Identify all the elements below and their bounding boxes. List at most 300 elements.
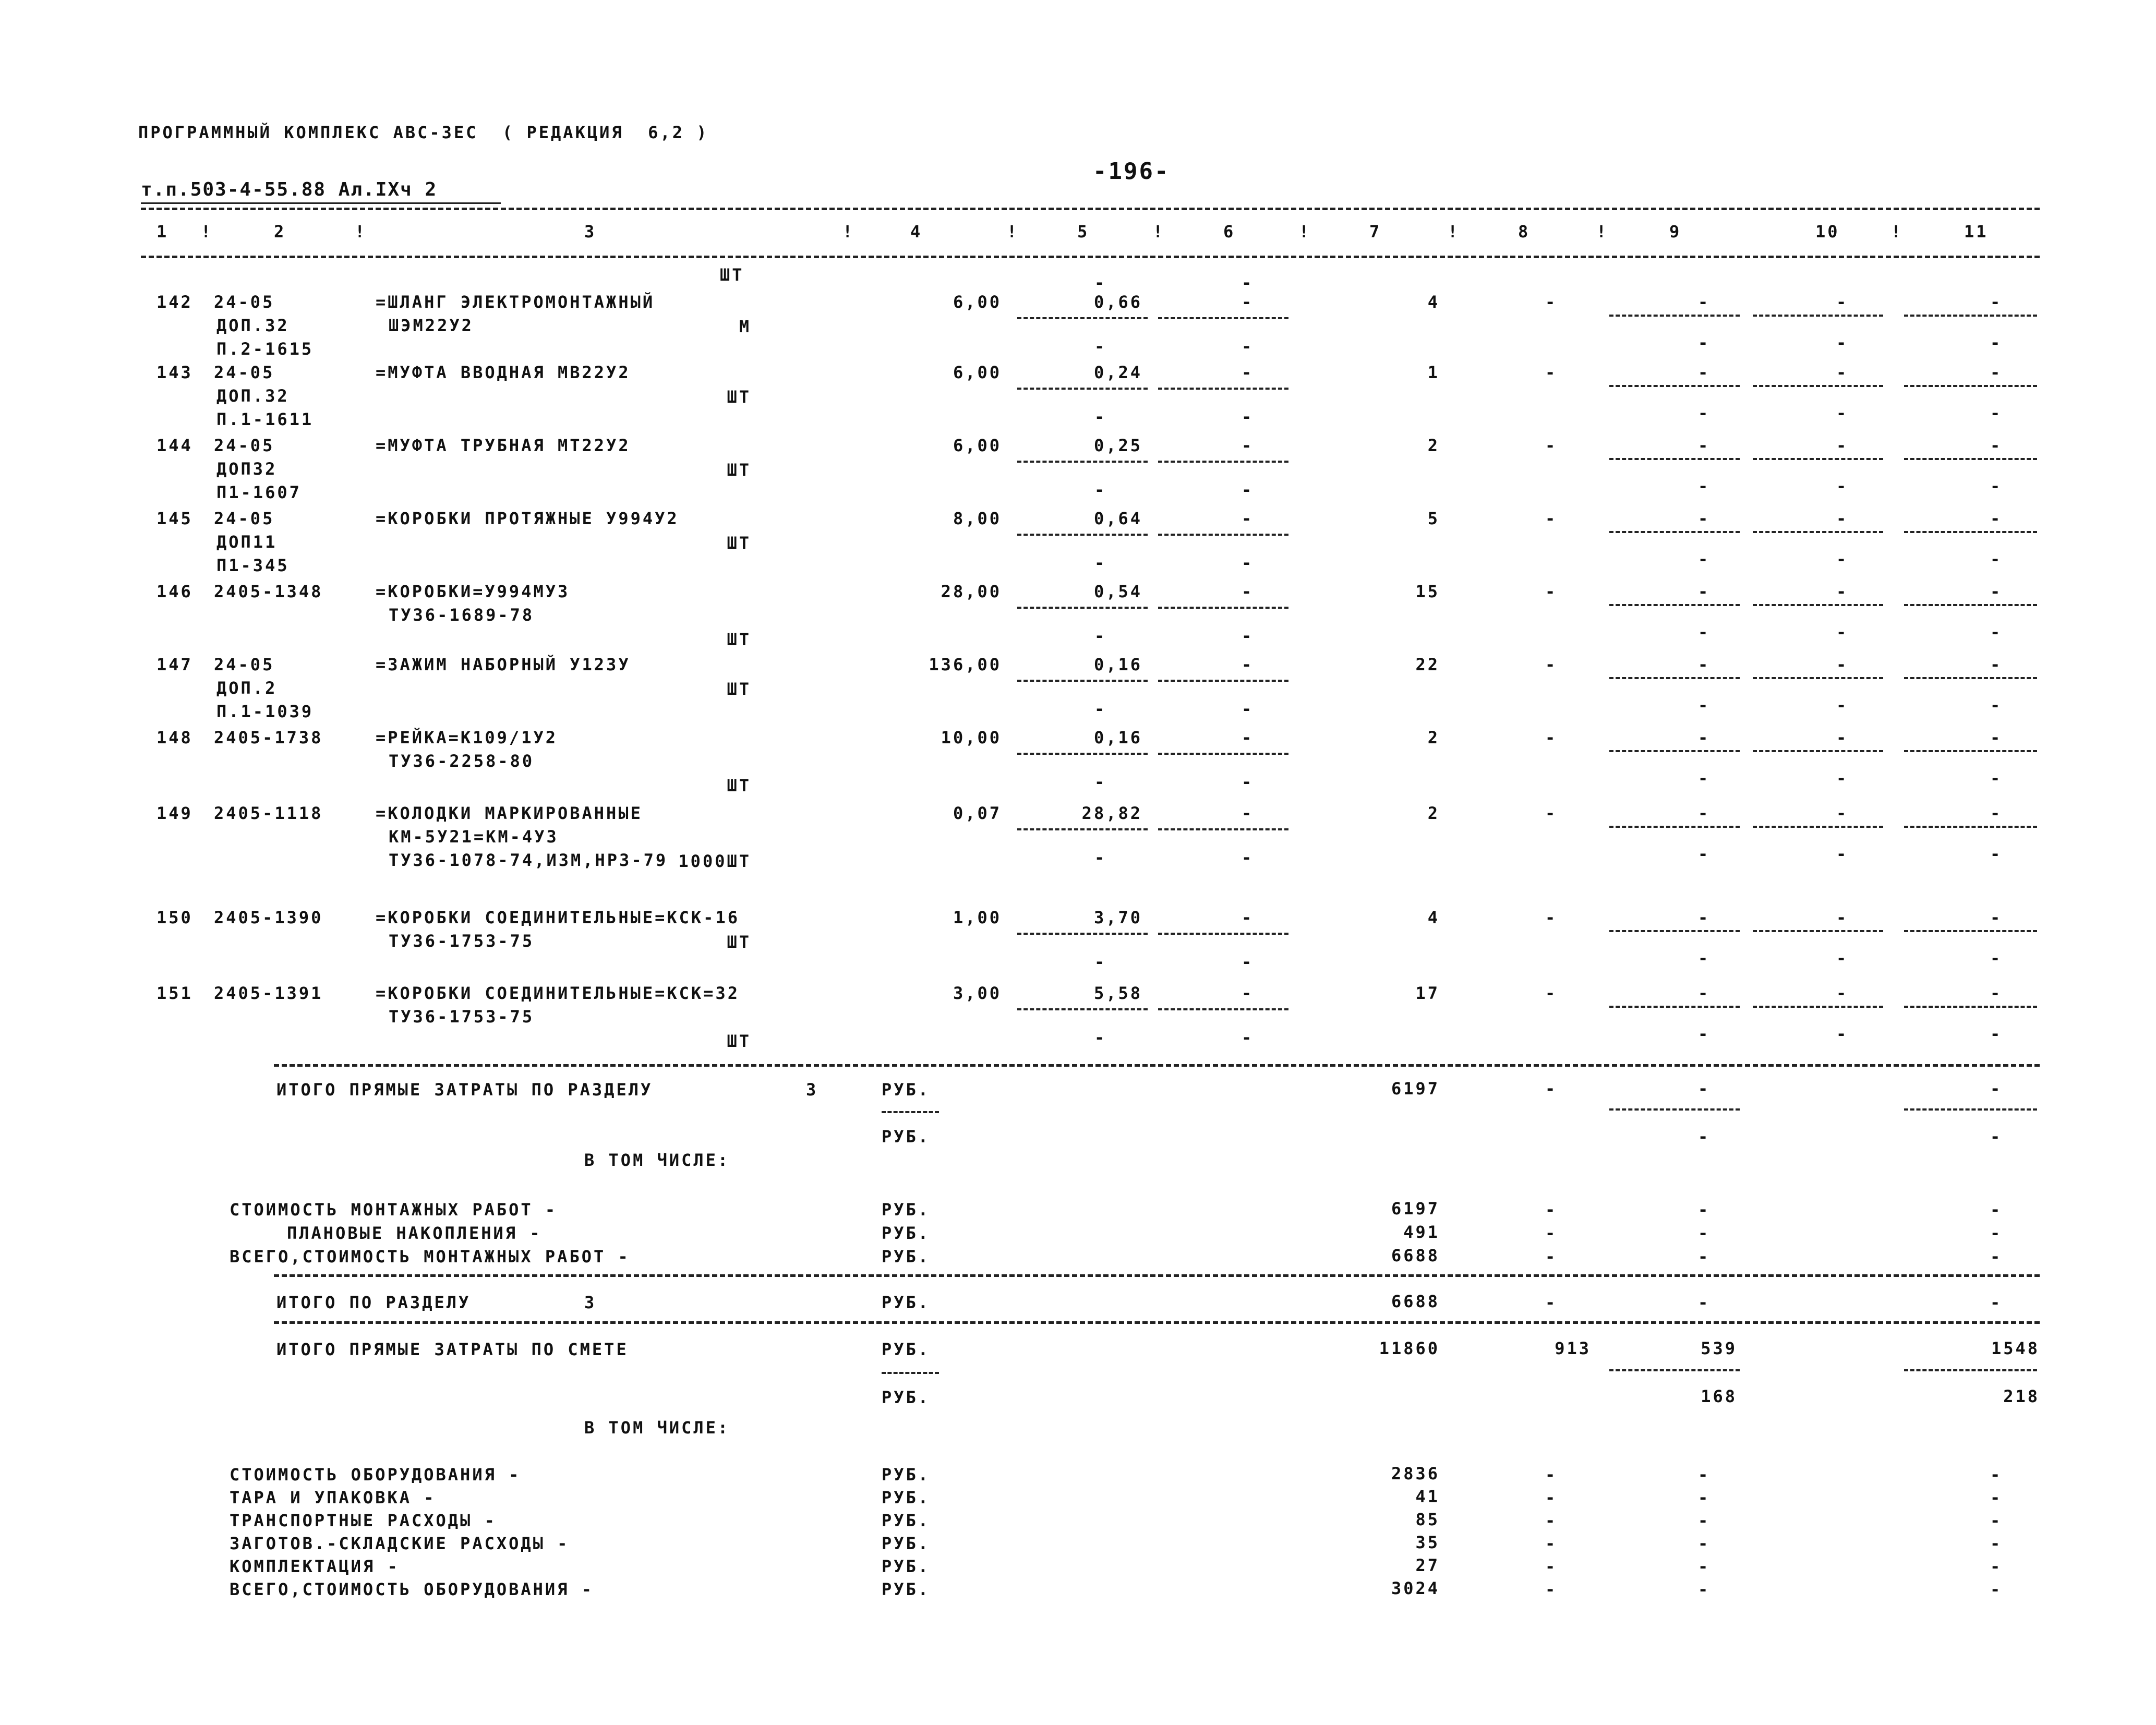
row-col6: - [1242, 983, 1254, 1003]
section-direct-c8: - [1545, 1079, 1558, 1099]
unit-label: ШТ [727, 630, 751, 649]
row-quantity: 136,00 [929, 655, 1002, 674]
row-description: =КОЛОДКИ МАРКИРОВАННЫЕ [376, 803, 643, 823]
doc-ref-underline [141, 202, 501, 204]
cell-rule [1158, 607, 1288, 609]
unit-label: 1000ШТ [678, 851, 751, 871]
row-col10: - [1836, 582, 1849, 601]
row-col8: - [1545, 728, 1558, 747]
row-description: ТУ36-1753-75 [389, 1007, 535, 1027]
row-description: ТУ36-2258-80 [389, 751, 535, 771]
row-code: П1-1607 [216, 482, 302, 502]
equipment-item-label: СТОИМОСТЬ ОБОРУДОВАНИЯ - [230, 1465, 521, 1485]
row-code: 24-05 [214, 436, 275, 455]
equipment-item-c8: - [1545, 1534, 1558, 1553]
empty-dash: - [1990, 333, 2003, 353]
row-col6: - [1242, 292, 1254, 312]
empty-dash: - [1094, 553, 1107, 573]
empty-dash: - [1698, 948, 1711, 968]
cell-rule [1158, 388, 1288, 390]
row-quantity: 6,00 [953, 436, 1002, 455]
row-description: =КОРОБКИ ПРОТЯЖНЫЕ У994У2 [376, 509, 679, 528]
empty-dash: - [1242, 952, 1254, 972]
equipment-item-label: ТАРА И УПАКОВКА - [230, 1488, 436, 1507]
empty-dash: - [1094, 952, 1107, 972]
row-description: =КОРОБКИ СОЕДИНИТЕЛЬНЫЕ=КСК=32 [376, 983, 740, 1003]
equipment-item-currency: РУБ. [882, 1511, 931, 1530]
empty-dash: - [1242, 336, 1254, 356]
row-col9: - [1698, 292, 1711, 312]
mount-cost-value: 6197 [1391, 1199, 1440, 1219]
equipment-item-c9: - [1698, 1534, 1711, 1553]
row-number: 149 [156, 803, 193, 823]
equipment-item-c11: - [1990, 1534, 2003, 1553]
row-code: 2405-1390 [214, 908, 323, 927]
empty-dash: - [1698, 844, 1711, 864]
row-col7: 22 [1415, 655, 1440, 674]
row-col11: - [1990, 509, 2003, 528]
equipment-item-c11: - [1990, 1465, 2003, 1485]
empty-dash: - [1094, 1028, 1107, 1047]
row-unit-price: 0,25 [1093, 436, 1142, 455]
empty-dash: - [1836, 403, 1849, 423]
row-col6: - [1242, 582, 1254, 601]
row-col9: - [1698, 436, 1711, 455]
row-quantity: 6,00 [953, 292, 1002, 312]
cell-rule [1753, 531, 1883, 533]
cell-rule [1609, 531, 1740, 533]
empty-dash: - [1698, 768, 1711, 788]
row-description: КМ-5У21=КМ-4У3 [389, 827, 559, 847]
empty-dash: - [1990, 695, 2003, 715]
row-code: 2405-1118 [214, 803, 323, 823]
empty-dash: - [1698, 622, 1711, 642]
empty-dash: - [1836, 948, 1849, 968]
row-description: =ЗАЖИМ НАБОРНЫЙ У123У [376, 655, 631, 674]
row-code: П.2-1615 [216, 339, 314, 359]
cell-rule [1017, 828, 1148, 830]
row-col6: - [1242, 728, 1254, 747]
col-header-9: 9 [1669, 222, 1682, 242]
cell-rule [1753, 604, 1883, 606]
cell-rule [1753, 315, 1883, 317]
row-unit-price: 0,54 [1093, 582, 1142, 601]
row-col6: - [1242, 436, 1254, 455]
row-col7: 2 [1427, 803, 1440, 823]
empty-dash: - [1242, 772, 1254, 792]
row-code: П.1-1611 [216, 409, 314, 429]
row-col7: 2 [1427, 436, 1440, 455]
row-code: ДОП32 [216, 459, 278, 479]
section-direct-sub-currency: РУБ. [882, 1127, 931, 1147]
row-col11: - [1990, 292, 2003, 312]
cell-rule [1158, 317, 1288, 319]
row-col7: 1 [1427, 363, 1440, 382]
row-col10: - [1836, 436, 1849, 455]
cell-rule [1017, 933, 1148, 935]
row-col6: - [1242, 509, 1254, 528]
row-number: 144 [156, 436, 193, 455]
cell-rule [1753, 930, 1883, 932]
equipment-item-c11: - [1990, 1511, 2003, 1530]
cell-rule [1904, 458, 2037, 460]
row-number: 146 [156, 582, 193, 601]
equipment-item-c8: - [1545, 1579, 1558, 1599]
row-col11: - [1990, 803, 2003, 823]
row-unit-price: 0,24 [1093, 363, 1142, 382]
row-code: ДОП.32 [216, 386, 290, 406]
col-header-3: 3 [584, 222, 597, 242]
row-code: П1-345 [216, 556, 290, 575]
row-col8: - [1545, 292, 1558, 312]
equipment-item-c9: - [1698, 1488, 1711, 1507]
empty-dash: - [1698, 1024, 1711, 1044]
section-total-rule [274, 1064, 2040, 1067]
unit-label: ШТ [727, 387, 751, 407]
row-col9: - [1698, 908, 1711, 927]
empty-dash: - [1242, 273, 1254, 293]
row-number: 147 [156, 655, 193, 674]
row-col9: - [1698, 363, 1711, 382]
header-bottom-rule [141, 256, 2040, 258]
row-code: 2405-1348 [214, 582, 323, 601]
cell-rule [1158, 828, 1288, 830]
equipment-item-value: 2836 [1391, 1464, 1440, 1483]
equipment-item-currency: РУБ. [882, 1557, 931, 1576]
equipment-item-currency: РУБ. [882, 1488, 931, 1507]
col-header-10: 10 [1815, 222, 1840, 242]
equipment-item-c9: - [1698, 1511, 1711, 1530]
cell-rule [1904, 385, 2037, 387]
section-direct-number: 3 [806, 1080, 818, 1100]
row-number: 143 [156, 363, 193, 382]
cell-rule [1904, 315, 2037, 317]
empty-dash: - [1990, 622, 2003, 642]
cell-rule [1904, 531, 2037, 533]
cell-rule [1904, 826, 2037, 828]
unit-label: ШТ [727, 932, 751, 952]
row-quantity: 8,00 [953, 509, 1002, 528]
row-col8: - [1545, 363, 1558, 382]
empty-dash: - [1990, 549, 2003, 569]
row-col10: - [1836, 509, 1849, 528]
row-quantity: 0,07 [953, 803, 1002, 823]
row-code: 24-05 [214, 509, 275, 528]
row-col11: - [1990, 363, 2003, 382]
row-col10: - [1836, 655, 1849, 674]
row-number: 151 [156, 983, 193, 1003]
empty-dash: - [1242, 553, 1254, 573]
cell-rule [1158, 534, 1288, 536]
section-direct-sub-c9: - [1698, 1127, 1711, 1147]
col-header-7: 7 [1369, 222, 1382, 242]
row-unit-price: 5,58 [1093, 983, 1142, 1003]
cell-rule [1609, 930, 1740, 932]
row-col9: - [1698, 728, 1711, 747]
unit-label: ШТ [727, 533, 751, 553]
row-code: 24-05 [214, 292, 275, 312]
row-col8: - [1545, 908, 1558, 927]
cell-rule [1904, 604, 2037, 606]
row-col7: 4 [1427, 908, 1440, 927]
unit-label: ШТ [727, 776, 751, 795]
cell-rule [1609, 677, 1740, 679]
empty-dash: - [1990, 844, 2003, 864]
empty-dash: - [1698, 333, 1711, 353]
row-code: ДОП.32 [216, 316, 290, 335]
row-col7: 4 [1427, 292, 1440, 312]
empty-dash: - [1094, 407, 1107, 427]
unit-label: ШТ [727, 1031, 751, 1051]
row-col11: - [1990, 582, 2003, 601]
section-direct-c7: 6197 [1391, 1079, 1440, 1099]
row-col10: - [1836, 803, 1849, 823]
cell-rule [1158, 933, 1288, 935]
row-col11: - [1990, 728, 2003, 747]
row-col8: - [1545, 582, 1558, 601]
cell-rule [1017, 607, 1148, 609]
row-unit-price: 0,16 [1093, 655, 1142, 674]
cell-rule [1158, 1008, 1288, 1010]
equipment-item-label: ЗАГОТОВ.-СКЛАДСКИЕ РАСХОДЫ - [230, 1534, 570, 1553]
mount-cost-label: СТОИМОСТЬ МОНТАЖНЫХ РАБОТ - [230, 1200, 558, 1220]
equipment-item-currency: РУБ. [882, 1465, 931, 1485]
estimate-including: В ТОМ ЧИСЛЕ: [584, 1418, 730, 1438]
cell-rule [1609, 750, 1740, 752]
row-col9: - [1698, 983, 1711, 1003]
page-number: -196- [1093, 158, 1170, 185]
empty-dash: - [1242, 1028, 1254, 1047]
equipment-item-label: КОМПЛЕКТАЦИЯ - [230, 1557, 400, 1576]
equipment-item-c8: - [1545, 1557, 1558, 1576]
section-direct-label: ИТОГО ПРЯМЫЕ ЗАТРАТЫ ПО РАЗДЕЛУ [276, 1080, 653, 1100]
cell-rule [1904, 677, 2037, 679]
empty-dash: - [1836, 1024, 1849, 1044]
mount-total-value: 6688 [1391, 1246, 1440, 1265]
empty-dash: - [1094, 699, 1107, 719]
empty-dash: - [1990, 1024, 2003, 1044]
row-col11: - [1990, 436, 2003, 455]
row-number: 145 [156, 509, 193, 528]
equipment-item-c8: - [1545, 1511, 1558, 1530]
empty-dash: - [1094, 273, 1107, 293]
col-header-4: 4 [910, 222, 923, 242]
cell-rule [1753, 750, 1883, 752]
col-header-11: 11 [1964, 222, 1989, 242]
row-col7: 17 [1415, 983, 1440, 1003]
estimate-total-sub-c9: 168 [1701, 1386, 1737, 1406]
section-direct-c11: - [1990, 1079, 2003, 1099]
row-description: =КОРОБКИ СОЕДИНИТЕЛЬНЫЕ=КСК-16 [376, 908, 740, 927]
equipment-item-c9: - [1698, 1579, 1711, 1599]
cell-rule [1609, 1006, 1740, 1008]
empty-dash: - [1990, 948, 2003, 968]
equipment-item-label: ТРАНСПОРТНЫЕ РАСХОДЫ - [230, 1511, 497, 1530]
estimate-total-c9: 539 [1701, 1338, 1737, 1358]
row-col6: - [1242, 908, 1254, 927]
cell-rule [1609, 604, 1740, 606]
row-col9: - [1698, 803, 1711, 823]
row-quantity: 3,00 [953, 983, 1002, 1003]
unit-label: М [739, 317, 751, 336]
equipment-item-c8: - [1545, 1465, 1558, 1485]
estimate-total-c8: 913 [1555, 1338, 1591, 1358]
empty-dash: - [1836, 549, 1849, 569]
cell-rule [1753, 826, 1883, 828]
row-quantity: 28,00 [941, 582, 1002, 601]
empty-dash: - [1698, 476, 1711, 496]
row-code: П.1-1039 [216, 702, 314, 721]
empty-dash: - [1836, 844, 1849, 864]
row-col8: - [1545, 509, 1558, 528]
row-code: 2405-1738 [214, 728, 323, 747]
row-col11: - [1990, 983, 2003, 1003]
empty-dash: - [1242, 699, 1254, 719]
cell-rule [1904, 1006, 2037, 1008]
row-col9: - [1698, 582, 1711, 601]
row-col10: - [1836, 983, 1849, 1003]
cell-rule [1753, 677, 1883, 679]
col-header-2: 2 [274, 222, 286, 242]
row-unit-price: 0,16 [1093, 728, 1142, 747]
empty-dash: - [1094, 848, 1107, 867]
unit-label: ШТ [727, 460, 751, 480]
cell-rule [1609, 458, 1740, 460]
empty-dash: - [1094, 480, 1107, 500]
row-code: ДОП.2 [216, 678, 278, 698]
cell-rule [1017, 753, 1148, 755]
empty-dash: - [1094, 772, 1107, 792]
section-total-number: 3 [584, 1293, 597, 1312]
equipment-item-c11: - [1990, 1488, 2003, 1507]
planned-accum-label: ПЛАНОВЫЕ НАКОПЛЕНИЯ - [287, 1223, 542, 1243]
unit-label: ШТ [720, 265, 744, 285]
row-description: ТУ36-1753-75 [389, 931, 535, 951]
row-unit-price: 28,82 [1081, 803, 1142, 823]
section-direct-c9: - [1698, 1079, 1711, 1099]
row-col7: 15 [1415, 582, 1440, 601]
estimate-total-c7: 11860 [1379, 1338, 1440, 1358]
row-col8: - [1545, 436, 1558, 455]
row-description: ТУ36-1689-78 [389, 605, 535, 625]
row-unit-price: 0,64 [1093, 509, 1142, 528]
empty-dash: - [1242, 480, 1254, 500]
equipment-item-value: 27 [1415, 1555, 1440, 1575]
row-description: =ШЛАНГ ЭЛЕКТРОМОНТАЖНЫЙ [376, 292, 655, 312]
cell-rule [1017, 317, 1148, 319]
row-col6: - [1242, 803, 1254, 823]
cell-rule [1753, 458, 1883, 460]
equipment-item-currency: РУБ. [882, 1579, 931, 1599]
row-code: 24-05 [214, 363, 275, 382]
row-col8: - [1545, 655, 1558, 674]
section-direct-sub-c11: - [1990, 1127, 2003, 1147]
col-header-5: 5 [1077, 222, 1090, 242]
empty-dash: - [1242, 626, 1254, 646]
row-code: 24-05 [214, 655, 275, 674]
empty-dash: - [1836, 695, 1849, 715]
empty-dash: - [1836, 768, 1849, 788]
empty-dash: - [1242, 407, 1254, 427]
planned-accum-value: 491 [1403, 1222, 1440, 1242]
equipment-item-c11: - [1990, 1557, 2003, 1576]
empty-dash: - [1836, 476, 1849, 496]
cell-rule [1017, 534, 1148, 536]
cell-rule [1158, 753, 1288, 755]
equipment-item-value: 35 [1415, 1533, 1440, 1552]
empty-dash: - [1094, 626, 1107, 646]
equipment-item-c9: - [1698, 1465, 1711, 1485]
empty-dash: - [1242, 848, 1254, 867]
row-col10: - [1836, 363, 1849, 382]
empty-dash: - [1094, 336, 1107, 356]
cell-rule [1017, 461, 1148, 463]
row-col7: 2 [1427, 728, 1440, 747]
equipment-item-value: 3024 [1391, 1578, 1440, 1598]
empty-dash: - [1990, 768, 2003, 788]
section-direct-currency: РУБ. [882, 1080, 931, 1100]
mount-total-label: ВСЕГО,СТОИМОСТЬ МОНТАЖНЫХ РАБОТ - [230, 1247, 630, 1266]
equipment-item-currency: РУБ. [882, 1534, 931, 1553]
cell-rule [1158, 680, 1288, 682]
cell-rule [1609, 315, 1740, 317]
estimate-total-sub-c11: 218 [2003, 1386, 2040, 1406]
cell-rule [1753, 1006, 1883, 1008]
table-top-rule [141, 208, 2040, 210]
empty-dash: - [1698, 549, 1711, 569]
row-col7: 5 [1427, 509, 1440, 528]
row-number: 150 [156, 908, 193, 927]
empty-dash: - [1990, 476, 2003, 496]
cell-rule [1017, 680, 1148, 682]
cell-rule [1753, 385, 1883, 387]
row-description: ШЭМ22У2 [389, 316, 474, 335]
row-unit-price: 0,66 [1093, 292, 1142, 312]
cell-rule [1158, 461, 1288, 463]
row-description: ТУ36-1078-74,ИЗМ,НРЗ-79 [389, 850, 668, 870]
row-quantity: 10,00 [941, 728, 1002, 747]
row-number: 142 [156, 292, 193, 312]
equipment-item-c8: - [1545, 1488, 1558, 1507]
empty-dash: - [1836, 333, 1849, 353]
col-header-6: 6 [1223, 222, 1236, 242]
cell-rule [1017, 1008, 1148, 1010]
row-col9: - [1698, 655, 1711, 674]
empty-dash: - [1698, 695, 1711, 715]
cell-rule [1609, 385, 1740, 387]
document-reference: т.п.503-4-55.88 Ал.IХч 2 [141, 179, 438, 200]
equipment-item-c11: - [1990, 1579, 2003, 1599]
row-description: =МУФТА ТРУБНАЯ МТ22У2 [376, 436, 631, 455]
empty-dash: - [1836, 622, 1849, 642]
row-quantity: 6,00 [953, 363, 1002, 382]
row-number: 148 [156, 728, 193, 747]
estimate-total-c11: 1548 [1991, 1338, 2040, 1358]
empty-dash: - [1990, 403, 2003, 423]
equipment-item-label: ВСЕГО,СТОИМОСТЬ ОБОРУДОВАНИЯ - [230, 1579, 594, 1599]
row-unit-price: 3,70 [1093, 908, 1142, 927]
section-including: В ТОМ ЧИСЛЕ: [584, 1150, 730, 1170]
row-col11: - [1990, 655, 2003, 674]
program-header: ПРОГРАММНЫЙ КОМПЛЕКС АВС-ЗЕС ( РЕДАКЦИЯ 6,2 ) [138, 123, 709, 142]
row-quantity: 1,00 [953, 908, 1002, 927]
cell-rule [1017, 388, 1148, 390]
cell-rule [1904, 930, 2037, 932]
empty-dash: - [1698, 403, 1711, 423]
row-col10: - [1836, 292, 1849, 312]
row-col8: - [1545, 803, 1558, 823]
unit-label: ШТ [727, 679, 751, 699]
